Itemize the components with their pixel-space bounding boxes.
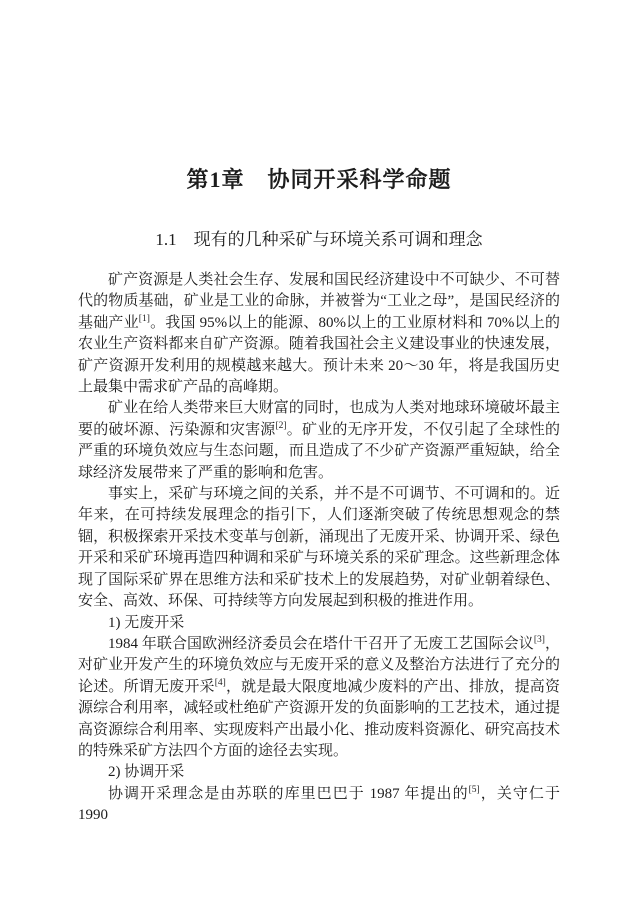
- paragraph-waste-free-mining: [78, 634, 560, 762]
- item-heading-waste-free-mining: 1) 无废开采: [108, 614, 185, 631]
- paragraph-coordinated-mining: [78, 784, 560, 827]
- paragraph-text: 事实上，采矿与环境之间的关系，并不是不可调节、不可调和的。近年来，在可持续发展理念的指引下，人们逐渐突破了传统思想观念的禁锢，积极探索开采技术变革与创新，涌现出了无废开采、协调开采、绿色开采和采矿环境再造四种调和采矿与环境关系的采矿理念。这些新理念体现了国际采矿界在思维方法和采矿技术上的发展趋势，对矿业朝着绿色、安全、高效、环保、可持续等方向发展起到积极的推进作用。: [78, 486, 560, 610]
- reference-marker-5: [5]: [468, 784, 480, 795]
- paragraph-text: ，对矿业开发产生的环境负效应与无废开采的意义及整治方法进行了充分的论述。所谓无废开采: [78, 635, 560, 695]
- paragraph-text: 矿业在给人类带来巨大财富的同时，也成为人类对地球环境破坏最主要的破坏源、污染源和灾害源: [78, 400, 560, 438]
- reference-marker-2: [2]: [275, 420, 287, 431]
- reference-marker-1: [1]: [138, 313, 150, 324]
- paragraph-text: 协调开采理念是由苏联的库里巴巴于 1987 年提出的: [108, 785, 469, 802]
- paragraph-text: 矿产资源是人类社会生存、发展和国民经济建设中不可缺少、不可替代的物质基础，矿业是工业的命脉，并被誉为“工业之母”，是国民经济的基础产业: [78, 272, 560, 331]
- paragraph-text: 1984 年联合国欧洲经济委员会在塔什干召开了无废工艺国际会议: [108, 635, 534, 652]
- chapter-title: 第1章 协同开采科学命题: [186, 167, 452, 192]
- paragraph-text: 。我国 95%以上的能源、80%以上的工业原材料和 70%以上的农业生产资料都来自矿产资源。随着我国社会主义建设事业的快速发展，矿产资源开发利用的规模越来越大。预计未来 20～30 年，将是我国历史上最集中需求矿产品的高峰期。: [78, 314, 560, 396]
- section-heading: 1.1 现有的几种采矿与环境关系可调和理念: [155, 230, 483, 249]
- item-heading-coordinated-mining: 2) 协调开采: [108, 764, 185, 781]
- paragraph-mineral-resources: [78, 270, 560, 398]
- paragraph-reconcilable-concepts: [78, 484, 560, 612]
- paragraph-text: ，就是最大限度地减少废料的产出、排放，提高资源综合利用率，减轻或杜绝矿产资源开发的负面影响的工艺技术，通过提高资源综合利用率、实现废料产出最小化、推动废料资源化、研究高技术的特殊采矿方法四个方面的途径去实现。: [78, 678, 560, 759]
- paragraph-text: ，关守仁于 1990: [78, 785, 560, 824]
- paragraph-mining-damage: [78, 398, 560, 484]
- paragraph-text: 。矿业的无序开发，不仅引起了全球性的严重的环境负效应与生态问题，而且造成了不少矿产资源严重短缺，给全球经济发展带来了严重的影响和危害。: [78, 421, 560, 481]
- reference-marker-4: [4]: [214, 677, 226, 688]
- reference-marker-3: [3]: [533, 634, 545, 645]
